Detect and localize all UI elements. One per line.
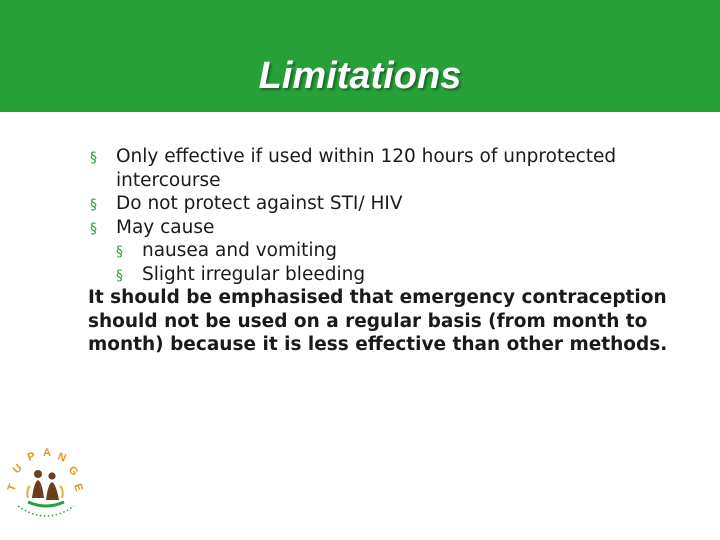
logo-letter: G: [65, 463, 81, 479]
bullet-text: Only effective if used within 120 hours of unprotected intercourse: [116, 146, 617, 191]
sub-bullet-item: [88, 263, 688, 287]
tupange-logo-icon: [5, 440, 85, 526]
logo-letter: P: [25, 450, 37, 464]
sub-bullet-item: [88, 239, 688, 263]
bullet-list: [88, 145, 688, 286]
emphasis-note: It should be emphasised that emergency contraception should not be used on a regular basis (from month to month) because it is less effective than other methods.: [88, 287, 668, 355]
bullet-marker-icon: §: [90, 220, 97, 237]
bullet-item: [88, 192, 688, 216]
bullet-marker-icon: §: [90, 150, 97, 166]
logo-letter: E: [71, 482, 85, 493]
bullet-text: Do not protect against STI/ HIV: [116, 193, 403, 214]
bullet-text: nausea and vomiting: [142, 240, 337, 261]
bullet-marker-icon: §: [116, 267, 123, 284]
logo-letter: U: [10, 462, 25, 477]
bullet-marker-icon: §: [116, 244, 123, 260]
slide-body: [88, 145, 688, 357]
bullet-item: [88, 145, 688, 192]
logo-letter: A: [43, 447, 51, 459]
slide-title: Limitations: [258, 55, 462, 97]
logo-letter: N: [55, 450, 68, 465]
bullet-marker-icon: §: [90, 197, 97, 213]
logo-letter: T: [5, 482, 20, 494]
bullet-text: Slight irregular bleeding: [142, 263, 366, 285]
bullet-text: May cause: [116, 216, 215, 238]
bullet-item: [88, 216, 688, 240]
